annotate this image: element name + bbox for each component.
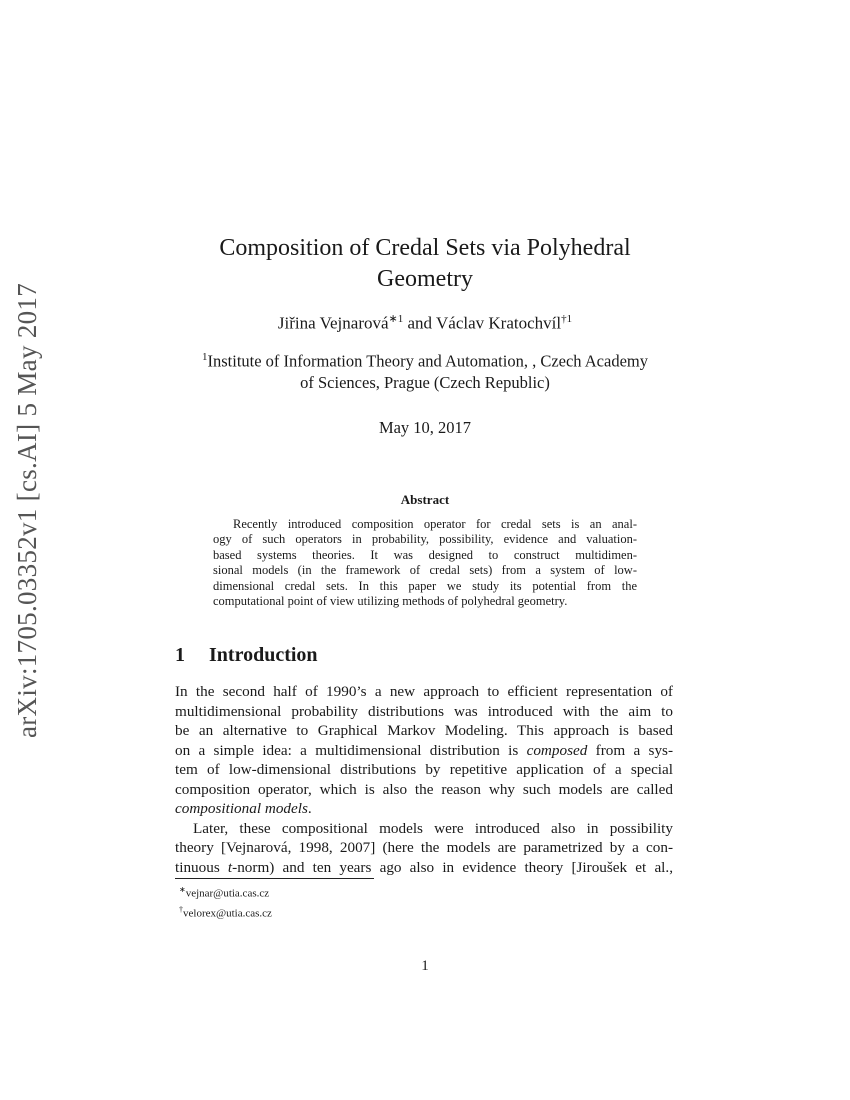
- footnote-rule: [175, 878, 374, 879]
- section-number: 1: [175, 644, 185, 666]
- paragraph-1-line: be an alternative to Graphical Markov Modeling. This approach is based: [175, 722, 673, 739]
- paragraph-1-line: [175, 799, 673, 819]
- abstract-line: Recently introduced composition operator for credal sets is an anal-: [233, 517, 637, 531]
- footnote-1: [175, 882, 272, 902]
- author-2-name: Václav Kratochvíl: [436, 313, 562, 333]
- abstract-line: sional models (in the framework of credal sets) from a system of low-: [213, 563, 637, 578]
- text-run: .: [307, 800, 312, 817]
- text-run: -norm) and ten years ago also in evidence theory [Jiroušek et al.,: [232, 858, 673, 876]
- author-conjunction: and: [407, 313, 433, 333]
- arxiv-side-stamp: [6, 270, 50, 750]
- paragraph-1-line: tem of low-dimensional distributions by repetitive application of a special: [175, 761, 673, 778]
- paragraph-2-line: Later, these compositional models were introduced also in possibility: [193, 819, 673, 837]
- paper-date: May 10, 2017: [378, 418, 472, 437]
- author-2-marks: †1: [561, 313, 573, 325]
- abstract-heading: Abstract: [400, 492, 450, 507]
- author-1-name: Jiřina Vejnarová: [277, 313, 389, 333]
- footnote-1-email: vejnar@utia.cas.cz: [185, 887, 270, 900]
- title-line-2: Geometry: [377, 266, 473, 292]
- paragraph-1-line: composition operator, which is also the reason why such models are called: [175, 780, 673, 798]
- paragraph-1-line: In the second half of 1990’s a new approach to efficient representation of: [175, 683, 673, 700]
- affiliation-mark: 1: [201, 351, 208, 363]
- emphasis-composed: composed: [526, 741, 588, 759]
- paragraph-2-line: theory [Vejnarová, 1998, 2007] (here the models are parametrized by a con-: [175, 839, 673, 856]
- paper-title: [175, 233, 675, 295]
- affiliation-line-2: of Sciences, Prague (Czech Republic): [300, 372, 550, 392]
- author-list: [175, 312, 675, 334]
- abstract-body: [213, 517, 637, 609]
- text-run: on a simple idea: a multidimensional distribution is: [175, 741, 519, 759]
- abstract-line: ogy of such operators in probability, possibility, evidence and valuation-: [213, 532, 637, 547]
- paragraph-2-line: [175, 858, 673, 878]
- text-run: tinuous: [175, 858, 220, 876]
- paragraph-1-line: multidimensional probability distributions was introduced with the aim to: [175, 702, 673, 720]
- title-line-1: Composition of Credal Sets via Polyhedral: [219, 235, 631, 261]
- footnote-1-mark: ∗: [179, 885, 186, 894]
- body-text: [175, 682, 673, 877]
- abstract-line: computational point of view utilizing methods of polyhedral geometry.: [213, 594, 568, 609]
- emphasis-t: t: [227, 858, 233, 876]
- paragraph-1-line: [175, 741, 673, 761]
- section-heading: [175, 644, 318, 667]
- abstract-line: dimensional credal sets. In this paper we study its potential from the: [213, 578, 637, 593]
- footnote-2: [175, 902, 272, 922]
- text-run: from a sys-: [595, 741, 673, 759]
- page-number: 1: [421, 958, 429, 974]
- arxiv-identifier: arXiv:1705.03352v1 [cs.AI] 5 May 2017: [12, 282, 43, 738]
- section-title: Introduction: [209, 644, 318, 666]
- affiliation-line-1: Institute of Information Theory and Automation, , Czech Academy: [207, 351, 648, 371]
- footnote-2-mark: †: [179, 904, 183, 914]
- emphasis-compositional-models: compositional models: [175, 800, 308, 817]
- affiliation: [175, 347, 675, 393]
- footnotes: [175, 882, 272, 921]
- author-1-marks: ∗1: [388, 313, 404, 325]
- footnote-2-email: velorex@utia.cas.cz: [183, 907, 272, 920]
- abstract-line: based systems theories. It was designed to construct multidimen-: [213, 547, 637, 562]
